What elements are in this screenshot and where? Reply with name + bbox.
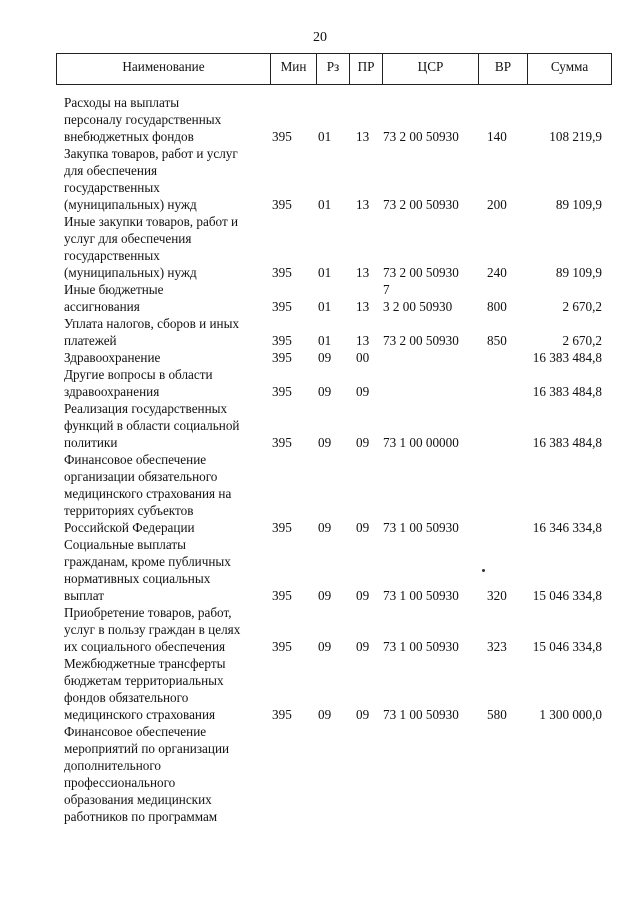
row-name <box>64 723 274 825</box>
cell-pr: 09 <box>356 435 370 450</box>
row-name-line: Иные бюджетные <box>64 282 164 297</box>
cell-min: 395 <box>272 435 292 450</box>
row-name-line: функций в области социальной <box>64 418 240 433</box>
row-name-line: профессионального <box>64 775 176 790</box>
cell-min: 395 <box>272 350 292 365</box>
cell-sum: 1 300 000,0 <box>539 707 602 722</box>
cell-rz: 09 <box>318 639 332 654</box>
cell-csr: 73 1 00 50930 <box>383 639 459 654</box>
row-name <box>64 655 274 723</box>
stray-mark <box>482 569 485 572</box>
row-name-line: работников по программам <box>64 809 218 824</box>
cell-pr: 09 <box>356 384 370 399</box>
header-vr: ВР <box>478 54 527 84</box>
row-name-line: Финансовое обеспечение <box>64 724 207 739</box>
cell-min: 395 <box>272 333 292 348</box>
cell-csr: 73 2 00 50930 <box>383 129 459 144</box>
header-name: Наименование <box>122 59 205 74</box>
row-name-line: услуг для обеспечения <box>64 231 192 246</box>
cell-rz: 01 <box>318 333 332 348</box>
row-name-line: Здравоохранение <box>64 350 161 365</box>
row-name-line: Иные закупки товаров, работ и <box>64 214 239 229</box>
cell-vr: 800 <box>487 299 507 314</box>
row-name <box>64 366 274 400</box>
cell-sum: 16 383 484,8 <box>532 350 602 365</box>
row-name-line: мероприятий по организации <box>64 741 230 756</box>
row-name-line: Социальные выплаты <box>64 537 186 552</box>
row-name-line: ассигнования <box>64 299 140 314</box>
row-name-line: Межбюджетные трансферты <box>64 656 226 671</box>
row-name-line: Финансовое обеспечение <box>64 452 207 467</box>
row-name-line: организации обязательного <box>64 469 218 484</box>
row-name-line: Приобретение товаров, работ, <box>64 605 232 620</box>
cell-min: 395 <box>272 265 292 280</box>
cell-sum: 16 383 484,8 <box>532 384 602 399</box>
row-name <box>64 213 274 281</box>
cell-sum: 2 670,2 <box>562 333 602 348</box>
row-name <box>64 400 274 451</box>
row-name-line: для обеспечения <box>64 163 158 178</box>
row-name-line: образования медицинских <box>64 792 212 807</box>
page-number: 20 <box>313 30 327 45</box>
cell-sum: 89 109,9 <box>555 265 602 280</box>
cell-vr: 323 <box>487 639 507 654</box>
cell-rz: 09 <box>318 384 332 399</box>
cell-rz: 09 <box>318 520 332 535</box>
cell-csr: 73 1 00 50930 <box>383 707 459 722</box>
row-name <box>64 349 274 366</box>
cell-rz: 09 <box>318 707 332 722</box>
header-sum: Сумма <box>527 54 611 84</box>
cell-rz: 01 <box>318 197 332 212</box>
cell-rz: 01 <box>318 265 332 280</box>
cell-csr: 73 1 00 50930 <box>383 520 459 535</box>
table-header <box>56 53 612 85</box>
cell-csr: 73 2 00 50930 <box>383 197 459 212</box>
cell-sum: 108 219,9 <box>549 129 602 144</box>
row-name-line: территориях субъектов <box>64 503 194 518</box>
cell-vr: 850 <box>487 333 507 348</box>
cell-csr: 73 2 00 50930 <box>383 265 459 280</box>
row-name <box>64 536 274 604</box>
row-name-line: здравоохранения <box>64 384 160 399</box>
cell-min: 395 <box>272 129 292 144</box>
cell-csr: 73 1 00 50930 <box>383 588 459 603</box>
row-name-line: медицинского страхования <box>64 707 216 722</box>
cell-sum: 2 670,2 <box>562 299 602 314</box>
header-rz: Рз <box>316 54 349 84</box>
row-name-line: Закупка товаров, работ и услуг <box>64 146 238 161</box>
cell-min: 395 <box>272 707 292 722</box>
row-name-line: медицинского страхования на <box>64 486 232 501</box>
row-name <box>64 315 274 349</box>
row-name-line: гражданам, кроме публичных <box>64 554 231 569</box>
cell-rz: 01 <box>318 299 332 314</box>
cell-vr: 140 <box>487 129 507 144</box>
row-name-line: Российской Федерации <box>64 520 195 535</box>
cell-min: 395 <box>272 588 292 603</box>
row-name-line: фондов обязательного <box>64 690 189 705</box>
cell-sum: 15 046 334,8 <box>532 639 602 654</box>
row-name-line: нормативных социальных <box>64 571 211 586</box>
cell-rz: 09 <box>318 588 332 603</box>
cell-pr: 09 <box>356 639 370 654</box>
header-pr: ПР <box>349 54 382 84</box>
cell-vr: 240 <box>487 265 507 280</box>
row-name <box>64 604 274 655</box>
header-csr: ЦСР <box>382 54 478 84</box>
cell-min: 395 <box>272 520 292 535</box>
cell-min: 395 <box>272 639 292 654</box>
row-name <box>64 281 274 315</box>
row-name-line: государственных <box>64 248 160 263</box>
row-name-line: внебюджетных фондов <box>64 129 194 144</box>
cell-min: 395 <box>272 299 292 314</box>
cell-pr: 00 <box>356 350 370 365</box>
cell-pr: 13 <box>356 129 370 144</box>
cell-pr: 13 <box>356 265 370 280</box>
cell-rz: 09 <box>318 435 332 450</box>
row-name <box>64 94 274 145</box>
cell-pr: 09 <box>356 520 370 535</box>
row-name-line: Уплата налогов, сборов и иных <box>64 316 240 331</box>
cell-vr: 200 <box>487 197 507 212</box>
row-name <box>64 451 274 536</box>
cell-pr: 13 <box>356 197 370 212</box>
row-name-line: персоналу государственных <box>64 112 222 127</box>
cell-sum: 15 046 334,8 <box>532 588 602 603</box>
cell-pr: 13 <box>356 333 370 348</box>
cell-csr: 3 2 00 50930 <box>383 299 453 314</box>
cell-csr: 73 1 00 00000 <box>383 435 459 450</box>
cell-vr: 320 <box>487 588 507 603</box>
cell-rz: 01 <box>318 129 332 144</box>
row-name <box>64 145 274 213</box>
cell-sum: 89 109,9 <box>555 197 602 212</box>
row-name-line: услуг в пользу граждан в целях <box>64 622 241 637</box>
row-name-line: политики <box>64 435 118 450</box>
row-name-line: (муниципальных) нужд <box>64 197 197 212</box>
row-name-line: Другие вопросы в области <box>64 367 213 382</box>
row-name-line: выплат <box>64 588 105 603</box>
cell-min: 395 <box>272 197 292 212</box>
row-name-line: Расходы на выплаты <box>64 95 180 110</box>
row-name-line: бюджетам территориальных <box>64 673 224 688</box>
cell-min: 395 <box>272 384 292 399</box>
header-min: Мин <box>270 54 316 84</box>
cell-pr: 13 <box>356 299 370 314</box>
row-name-line: их социального обеспечения <box>64 639 226 654</box>
row-name-line: Реализация государственных <box>64 401 228 416</box>
cell-pr: 09 <box>356 588 370 603</box>
cell-rz: 09 <box>318 350 332 365</box>
row-name-line: (муниципальных) нужд <box>64 265 197 280</box>
cell-pr: 09 <box>356 707 370 722</box>
row-name-line: дополнительного <box>64 758 162 773</box>
row-name-line: государственных <box>64 180 160 195</box>
cell-csr-continued: 7 <box>383 282 390 297</box>
cell-vr: 580 <box>487 707 507 722</box>
cell-csr: 73 2 00 50930 <box>383 333 459 348</box>
cell-sum: 16 383 484,8 <box>532 435 602 450</box>
row-name-line: платежей <box>64 333 117 348</box>
cell-sum: 16 346 334,8 <box>532 520 602 535</box>
